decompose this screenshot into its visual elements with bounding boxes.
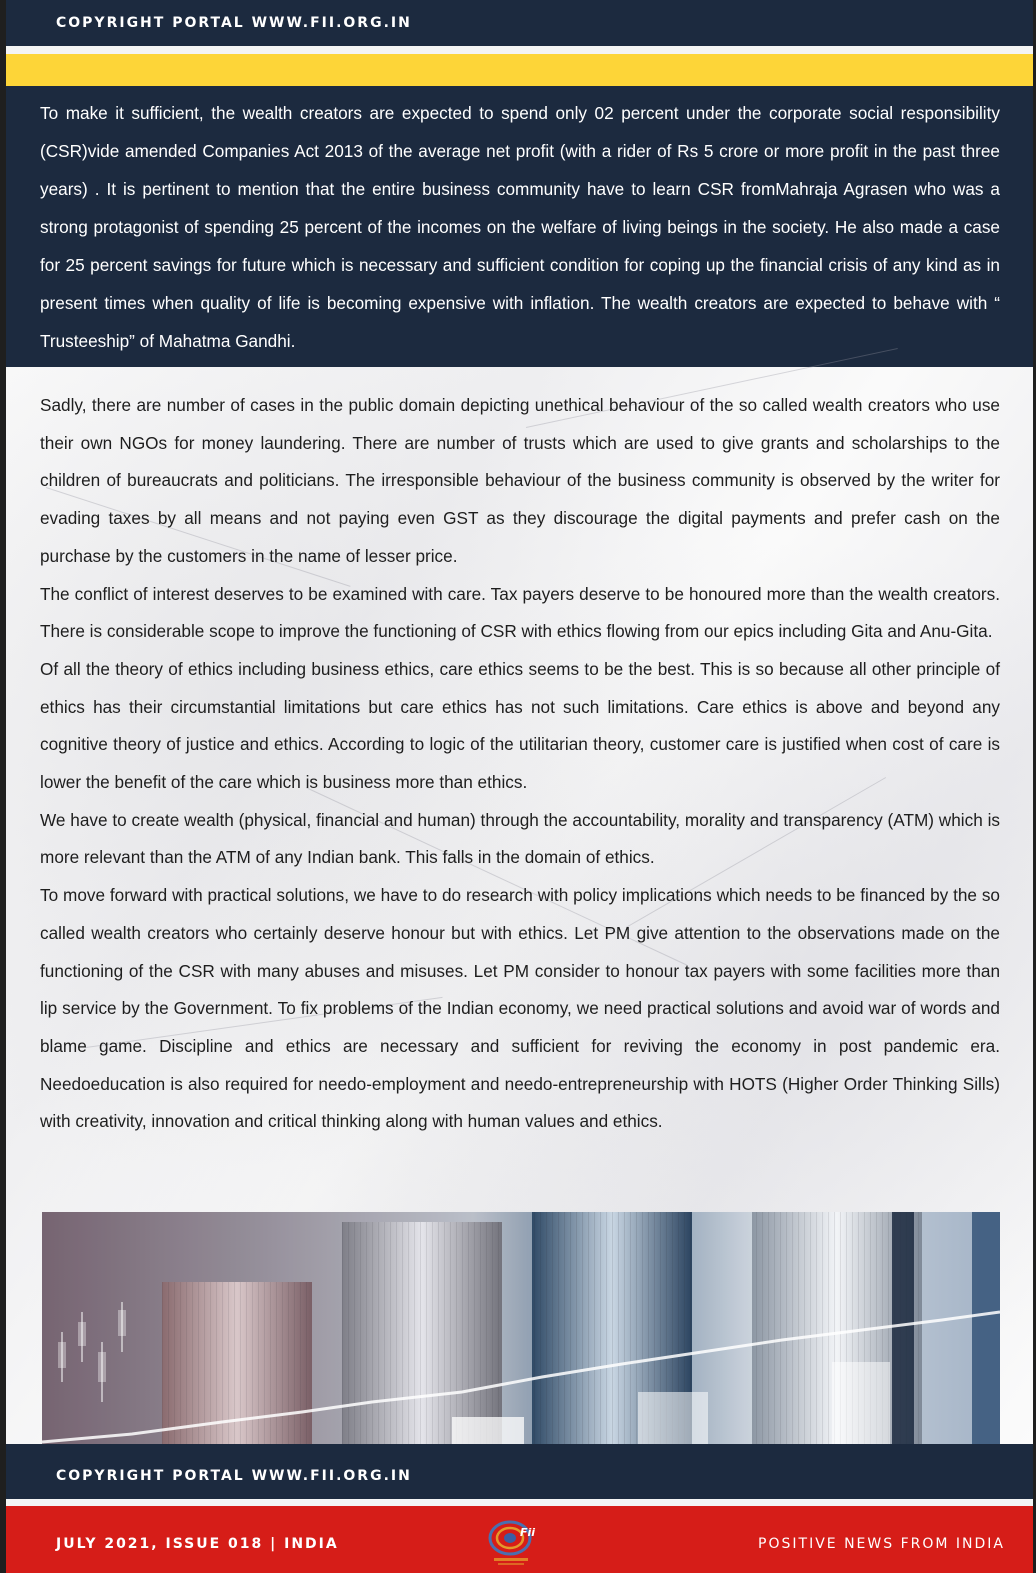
issue-label: JULY 2021, ISSUE 018 | INDIA (56, 1536, 339, 1552)
article-paragraph: The conflict of interest deserves to be examined with care. Tax payers deserve to be honoured more than the wealth creators. There is considerable scope to improve the functioning of CSR with ethics flowing from our epics including Gita and Anu-Gita. (40, 583, 1000, 642)
bottom-copyright-bar (6, 1444, 1033, 1499)
article-body (6, 367, 1033, 1444)
yellow-accent-bar (6, 54, 1033, 86)
fii-logo-icon (484, 1516, 548, 1568)
article-paragraph: We have to create wealth (physical, financial and human) through the accountability, morality and transparency (ATM) which is more relevant than the ATM of any Indian bank. This falls in the domain of ethics. (40, 809, 1000, 868)
article-paragraph: Sadly, there are number of cases in the public domain depicting unethical behaviour of the so called wealth creators who use their own NGOs for money laundering. There are number of trusts which are used to give grants and scholarships to the children of bureaucrats and politicians. The irresponsible behaviour of the business community is observed by the writer for evading taxes by all means and not paying even GST as they discourage the digital payments and prefer cash on the purchase by the customers in the name of lesser price. (40, 395, 1000, 566)
intro-panel (6, 86, 1033, 367)
coin-stacks-illustration (42, 1212, 1000, 1450)
top-header-bar (6, 0, 1033, 46)
red-footer-bar (6, 1506, 1033, 1573)
footer-copyright: COPYRIGHT PORTAL WWW.FII.ORG.IN (56, 1468, 412, 1484)
intro-paragraph: To make it sufficient, the wealth creators are expected to spend only 02 percent under the corporate social responsibility (CSR)vide amended Companies Act 2013 of the average net profit (with a rider of Rs 5 crore or more profit in the past three years) . It is pertinent to mention that the entire business community have to learn CSR fromMahraja Agrasen who was a strong protagonist of spending 25 percent of the incomes on the welfare of living beings in the society. He also made a case for 25 percent savings for future which is necessary and sufficient condition for coping up the financial crisis of any kind as in present times when quality of life is becoming expensive with inflation. The wealth creators are expected to behave with “ Trusteeship” of Mahatma Gandhi. (40, 103, 1000, 351)
article-text (40, 387, 1000, 1141)
article-paragraph: To move forward with practical solutions, we have to do research with policy implications which needs to be financed by the so called wealth creators who certainly deserve honour but with ethics. Let PM give attention to the observations made on the functioning of the CSR with many abuses and misuses. Let PM consider to honour tax payers with some facilities more than lip service by the Government. To fix problems of the Indian economy, we need practical solutions and avoid war of words and blame game. Discipline and ethics are necessary and sufficient for reviving the economy in post pandemic era. Needoeducation is also required for needo-employment and needo-entrepreneurship with HOTS (Higher Order Thinking Sills) with creativity, innovation and critical thinking along with human values and ethics. (40, 885, 1000, 1132)
coin-stacks-photo (42, 1212, 1000, 1450)
article-paragraph: Of all the theory of ethics including business ethics, care ethics seems to be the best. This is so because all other principle of ethics has their circumstantial limitations but care ethics has not such limitations. Care ethics is above and beyond any cognitive theory of justice and ethics. According to logic of the utilitarian theory, customer care is justified when cost of care is lower the benefit of the care which is business more than ethics. (40, 658, 1000, 793)
tagline: POSITIVE NEWS FROM INDIA (758, 1536, 1005, 1552)
svg-text:Fii: Fii (520, 1526, 536, 1539)
divider (6, 1499, 1033, 1506)
header-copyright: COPYRIGHT PORTAL WWW.FII.ORG.IN (56, 15, 412, 31)
divider (6, 46, 1033, 54)
